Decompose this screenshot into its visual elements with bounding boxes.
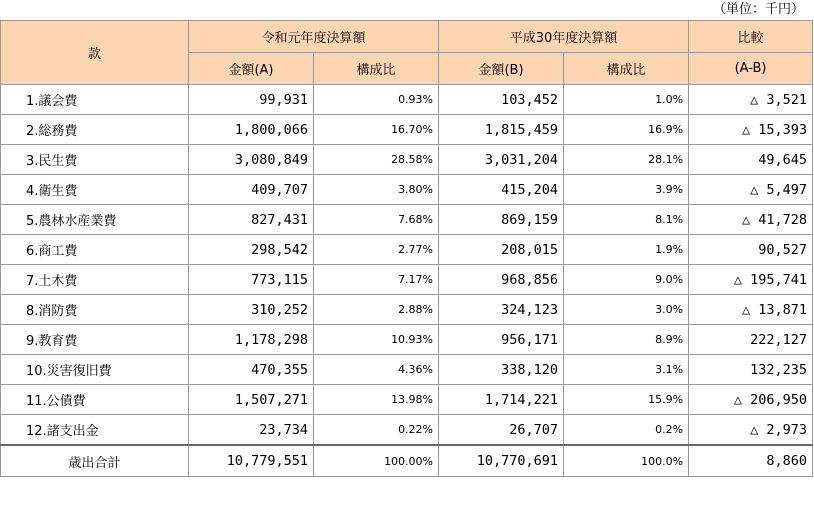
row-ratio-a: 4.36% — [314, 355, 439, 385]
row-amount-a: 23,734 — [189, 415, 314, 446]
table-row — [1, 175, 813, 205]
row-ratio-b: 0.2% — [564, 415, 689, 446]
row-amount-b: 869,159 — [439, 205, 564, 235]
row-amount-a: 298,542 — [189, 235, 314, 265]
row-ratio-b: 3.9% — [564, 175, 689, 205]
expenditure-table — [0, 20, 813, 477]
row-name: 6.商工費 — [1, 235, 189, 265]
row-diff: 132,235 — [689, 355, 813, 385]
row-name: 5.農林水産業費 — [1, 205, 189, 235]
row-amount-b: 26,707 — [439, 415, 564, 446]
row-diff: △ 195,741 — [689, 265, 813, 295]
table-row — [1, 115, 813, 145]
row-ratio-a: 28.58% — [314, 145, 439, 175]
table-row — [1, 265, 813, 295]
row-ratio-b: 1.9% — [564, 235, 689, 265]
row-amount-b: 1,815,459 — [439, 115, 564, 145]
table-row — [1, 145, 813, 175]
table-row — [1, 325, 813, 355]
total-diff: 8,860 — [689, 445, 813, 477]
row-name: 7.土木費 — [1, 265, 189, 295]
row-name: 12.諸支出金 — [1, 415, 189, 446]
row-amount-b: 208,015 — [439, 235, 564, 265]
row-name: 8.消防費 — [1, 295, 189, 325]
header-compare: 比較 — [689, 21, 813, 53]
row-ratio-a: 0.22% — [314, 415, 439, 446]
row-ratio-a: 0.93% — [314, 85, 439, 115]
row-name: 2.総務費 — [1, 115, 189, 145]
header-diff: (A-B) — [689, 53, 813, 85]
total-ratio-b: 100.0% — [564, 445, 689, 477]
row-ratio-b: 28.1% — [564, 145, 689, 175]
row-diff: △ 41,728 — [689, 205, 813, 235]
row-amount-b: 415,204 — [439, 175, 564, 205]
row-diff: △ 3,521 — [689, 85, 813, 115]
row-diff: △ 5,497 — [689, 175, 813, 205]
row-ratio-b: 9.0% — [564, 265, 689, 295]
row-amount-b: 3,031,204 — [439, 145, 564, 175]
row-amount-a: 1,178,298 — [189, 325, 314, 355]
total-name: 歳出合計 — [1, 445, 189, 477]
row-amount-a: 773,115 — [189, 265, 314, 295]
row-ratio-a: 16.70% — [314, 115, 439, 145]
row-name: 3.民生費 — [1, 145, 189, 175]
row-name: 10.災害復旧費 — [1, 355, 189, 385]
row-ratio-b: 1.0% — [564, 85, 689, 115]
row-name: 1.議会費 — [1, 85, 189, 115]
row-amount-a: 1,800,066 — [189, 115, 314, 145]
header-previous-year: 平成30年度決算額 — [439, 21, 689, 53]
row-diff: △ 2,973 — [689, 415, 813, 446]
table-row — [1, 385, 813, 415]
row-name: 11.公債費 — [1, 385, 189, 415]
row-ratio-b: 8.1% — [564, 205, 689, 235]
row-diff: 49,645 — [689, 145, 813, 175]
row-ratio-a: 2.77% — [314, 235, 439, 265]
row-diff: △ 15,393 — [689, 115, 813, 145]
row-diff: 222,127 — [689, 325, 813, 355]
table-row — [1, 295, 813, 325]
row-ratio-a: 7.17% — [314, 265, 439, 295]
row-amount-b: 956,171 — [439, 325, 564, 355]
row-ratio-a: 7.68% — [314, 205, 439, 235]
row-amount-b: 103,452 — [439, 85, 564, 115]
row-ratio-a: 2.88% — [314, 295, 439, 325]
row-diff: △ 13,871 — [689, 295, 813, 325]
header-current-year: 令和元年度決算額 — [189, 21, 439, 53]
row-amount-a: 827,431 — [189, 205, 314, 235]
total-ratio-a: 100.00% — [314, 445, 439, 477]
header-ratio-b: 構成比 — [564, 53, 689, 85]
row-amount-a: 3,080,849 — [189, 145, 314, 175]
row-name: 4.衛生費 — [1, 175, 189, 205]
total-row — [1, 445, 813, 477]
row-amount-a: 310,252 — [189, 295, 314, 325]
row-amount-b: 338,120 — [439, 355, 564, 385]
header-amount-b: 金額(B) — [439, 53, 564, 85]
row-amount-a: 99,931 — [189, 85, 314, 115]
row-diff: 90,527 — [689, 235, 813, 265]
row-ratio-a: 10.93% — [314, 325, 439, 355]
table-row — [1, 355, 813, 385]
header-ratio-a: 構成比 — [314, 53, 439, 85]
row-amount-b: 1,714,221 — [439, 385, 564, 415]
row-amount-b: 324,123 — [439, 295, 564, 325]
header-kan: 款 — [1, 21, 189, 85]
row-ratio-b: 3.1% — [564, 355, 689, 385]
row-amount-a: 1,507,271 — [189, 385, 314, 415]
row-amount-b: 968,856 — [439, 265, 564, 295]
total-amount-b: 10,770,691 — [439, 445, 564, 477]
table-row — [1, 235, 813, 265]
row-ratio-a: 13.98% — [314, 385, 439, 415]
row-amount-a: 470,355 — [189, 355, 314, 385]
table-row — [1, 415, 813, 446]
row-ratio-b: 8.9% — [564, 325, 689, 355]
row-name: 9.教育費 — [1, 325, 189, 355]
row-ratio-b: 3.0% — [564, 295, 689, 325]
row-diff: △ 206,950 — [689, 385, 813, 415]
table-row — [1, 85, 813, 115]
header-amount-a: 金額(A) — [189, 53, 314, 85]
row-ratio-a: 3.80% — [314, 175, 439, 205]
header-row-1 — [1, 21, 813, 53]
row-amount-a: 409,707 — [189, 175, 314, 205]
table-row — [1, 205, 813, 235]
unit-note: （単位：千円） — [712, 2, 804, 17]
total-amount-a: 10,779,551 — [189, 445, 314, 477]
row-ratio-b: 16.9% — [564, 115, 689, 145]
row-ratio-b: 15.9% — [564, 385, 689, 415]
